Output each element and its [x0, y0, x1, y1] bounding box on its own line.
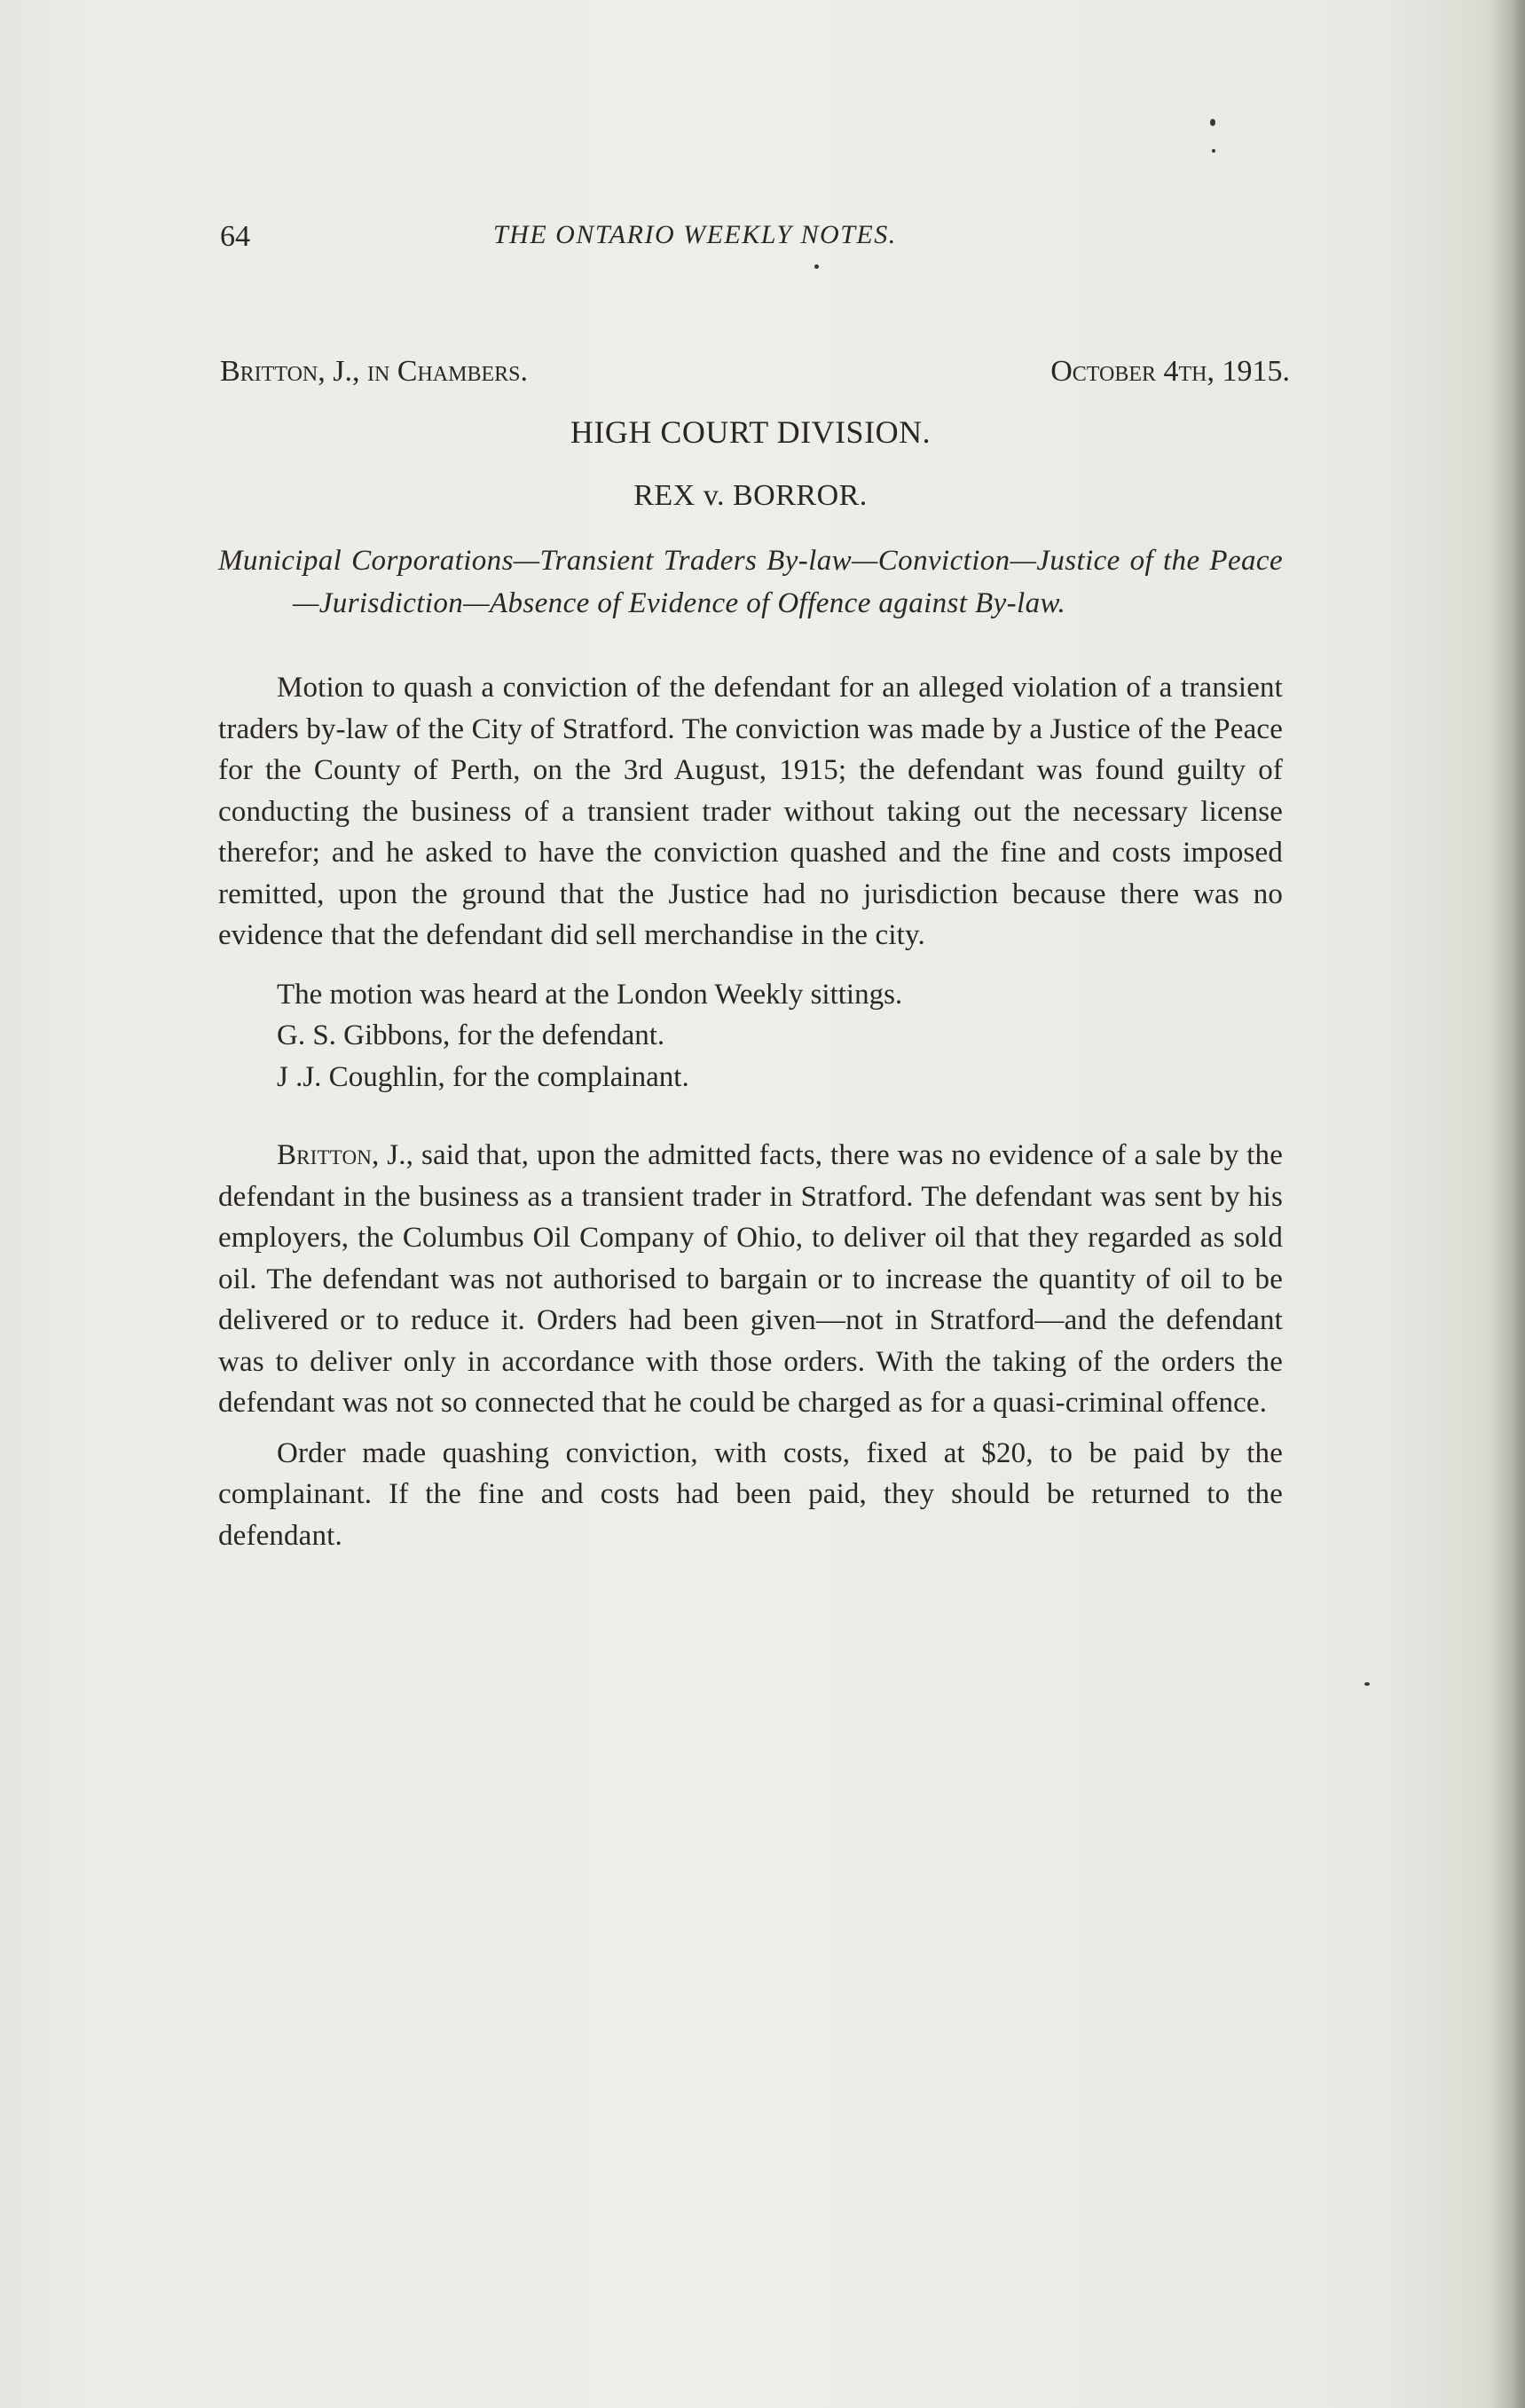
counsel-complainant: J .J. Coughlin, for the complainant. — [277, 1060, 689, 1093]
judge-date-line — [218, 355, 1290, 399]
judgment-paragraph — [218, 1135, 1283, 1424]
order-paragraph: Order made quashing conviction, with costs, fixed at $20, to be paid by the complainant. If the fine and costs had been paid, they should be returned to the defendant. — [218, 1436, 1283, 1552]
motion-paragraph: Motion to quash a conviction of the defendant for an alleged violation of a transient traders by-law of the City of Stratford. The conviction was made by a Justice of the Peace for the County of Perth, on the 3rd August, 1915; the defendant was found guilty of conducting the business of a transient trader without taking out the necessary license therefor; and he asked to have the conviction quashed and the fine and costs imposed remitted, upon the ground that the Justice had no jurisdiction because there was no evidence that the defendant did sell merchandise in the city. — [218, 672, 1283, 951]
judgment-speaker: Britton, J. — [277, 1139, 406, 1171]
ink-speck — [1210, 119, 1215, 126]
headnote: Municipal Corporations—Transient Traders By-law—Conviction—Justice of the Peace—Jurisdiction—Absence of Evidence of Offence against By-law. — [218, 545, 1283, 619]
judge-in-chambers: Britton, J., in Chambers. — [220, 355, 528, 388]
journal-title: THE ONTARIO WEEKLY NOTES. — [493, 220, 897, 249]
binding-shadow — [1491, 0, 1525, 2408]
page-number: 64 — [220, 220, 250, 253]
case-title: REX v. BORROR. — [633, 479, 868, 512]
ink-speck — [1364, 1682, 1370, 1686]
judgment-text: , said that, upon the admitted facts, there was no evidence of a sale by the defendant in the business as a transient trader in Stratford. The defendant was sent by his employers, the Columbus Oil Company of Ohio, to deliver oil that they regarded as sold oil. The defendant was not authorised to bargain or to increase the quantity of oil to be delivered or to reduce it. Orders had been given—not in Stratford—and the defendant was to deliver only in accordance with those orders. With the taking of the orders the defendant was not so connected that he could be charged as for a quasi-criminal offence. — [218, 1139, 1284, 1419]
page-content — [218, 204, 1290, 1556]
hearing-line: The motion was heard at the London Weekly sittings. — [277, 978, 903, 1011]
court-division-heading: HIGH COURT DIVISION. — [570, 414, 932, 450]
ink-speck — [1212, 149, 1215, 153]
counsel-defendant: G. S. Gibbons, for the defendant. — [277, 1019, 665, 1051]
running-head — [218, 204, 1283, 257]
hearing-and-counsel — [218, 974, 1283, 1098]
decision-date: October 4th, 1915. — [1050, 355, 1290, 388]
